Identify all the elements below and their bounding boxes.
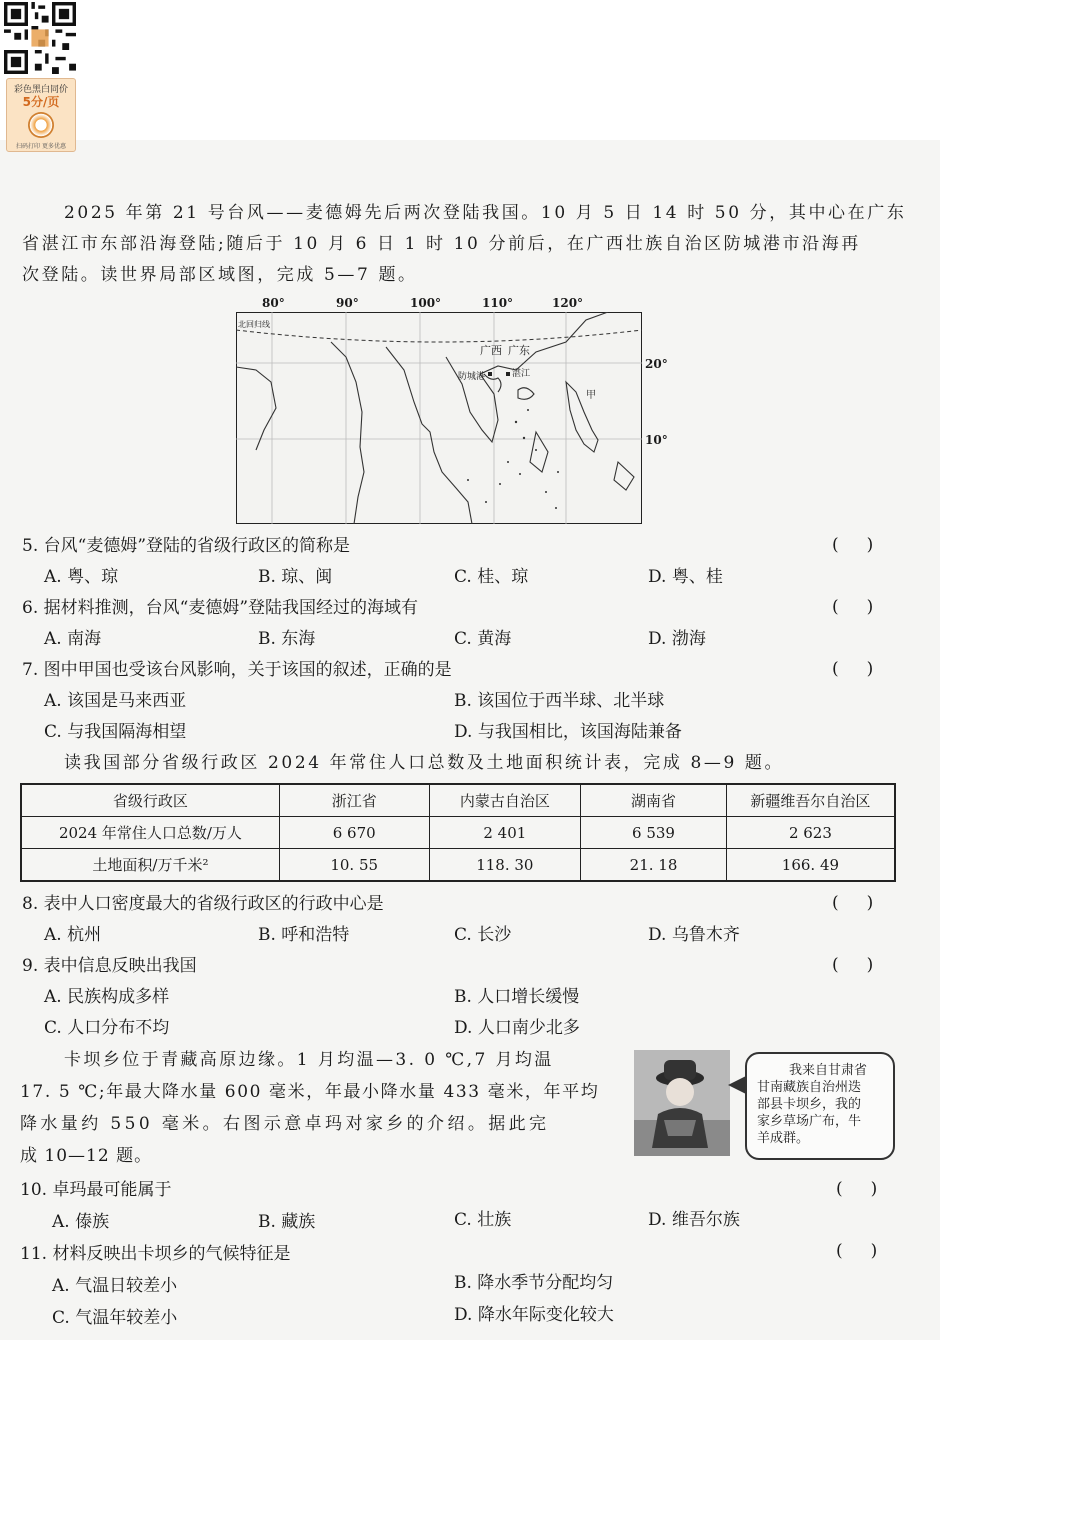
printer-logo-icon [28, 112, 54, 138]
q9-stem: 9. 表中信息反映出我国 [22, 956, 197, 976]
q11-stem: 11. 材料反映出卡坝乡的气候特征是 [20, 1244, 291, 1264]
bubble-line: 甘南藏族自治州迭 [757, 1080, 862, 1095]
q11-option-b[interactable]: B. 降水季节分配均匀 [454, 1273, 614, 1293]
promo-line1: 彩色黑白同价 [13, 85, 68, 95]
table-row [21, 849, 895, 882]
q10-option-b[interactable]: B. 藏族 [258, 1212, 316, 1232]
bubble-line: 我来自甘肃省 [789, 1063, 868, 1078]
regional-map [236, 312, 642, 524]
q6-stem: 6. 据材料推测，台风“麦德姆”登陆我国经过的海域有 [22, 598, 419, 618]
q11-option-d[interactable]: D. 降水年际变化较大 [454, 1305, 614, 1325]
q9-answer-blank[interactable]: () [832, 955, 902, 975]
q5-option-c[interactable]: C. 桂、琼 [454, 567, 529, 587]
q7-option-a[interactable]: A. 该国是马来西亚 [44, 691, 187, 711]
q6-option-a[interactable]: A. 南海 [44, 629, 102, 649]
q5-option-a[interactable]: A. 粤、琼 [44, 567, 119, 587]
q11-option-c[interactable]: C. 气温年较差小 [52, 1308, 178, 1328]
q10-answer-blank[interactable]: () [836, 1179, 906, 1199]
table-cell: 2024 年常住人口总数/万人 [21, 817, 279, 849]
table-intro: 读我国部分省级行政区 2024 年常住人口总数及土地面积统计表，完成 8—9 题。 [64, 753, 785, 773]
lon-label-120: 120° [552, 296, 584, 310]
table-cell: 21. 18 [581, 849, 727, 882]
bubble-line: 家乡草场广布，牛 [757, 1114, 862, 1129]
q9-option-a[interactable]: A. 民族构成多样 [44, 987, 170, 1007]
q8-option-c[interactable]: C. 长沙 [454, 925, 512, 945]
q6-answer-blank[interactable]: () [832, 597, 902, 617]
country-jia-label: 甲 [586, 390, 596, 401]
table-row [21, 817, 895, 849]
table-header-row [21, 784, 895, 817]
guangxi-label: 广西 [480, 344, 502, 357]
promo-card[interactable] [6, 78, 76, 152]
passage-line-1: 卡坝乡位于青藏高原边缘。1 月均温—3. 0 ℃,7 月均温 [64, 1050, 554, 1070]
q6-option-d[interactable]: D. 渤海 [648, 629, 706, 649]
q7-option-d[interactable]: D. 与我国相比，该国海陆兼备 [454, 722, 682, 742]
q8-option-b[interactable]: B. 呼和浩特 [258, 925, 350, 945]
q7-option-c[interactable]: C. 与我国隔海相望 [44, 722, 187, 742]
bubble-line: 羊成群。 [757, 1131, 810, 1146]
q6-option-c[interactable]: C. 黄海 [454, 629, 512, 649]
promo-price: 5分/页 [22, 95, 60, 109]
q9-option-b[interactable]: B. 人口增长缓慢 [454, 987, 580, 1007]
q9-option-d[interactable]: D. 人口南少北多 [454, 1018, 580, 1038]
table-header-cell: 内蒙古自治区 [429, 784, 581, 817]
lon-label-110: 110° [482, 296, 514, 310]
table-header-cell: 新疆维吾尔自治区 [726, 784, 895, 817]
table-cell: 6 539 [581, 817, 727, 849]
q5-option-d[interactable]: D. 粤、桂 [648, 567, 723, 587]
q8-option-a[interactable]: A. 杭州 [44, 925, 102, 945]
intro-line-1: 2025 年第 21 号台风——麦德姆先后两次登陆我国。10 月 5 日 14 时 50 分，其中心在广东 [64, 203, 907, 223]
lon-label-100: 100° [410, 296, 442, 310]
q10-option-c[interactable]: C. 壮族 [454, 1210, 512, 1230]
q11-option-a[interactable]: A. 气温日较差小 [52, 1276, 178, 1296]
table-cell: 2 401 [429, 817, 581, 849]
q10-stem: 10. 卓玛最可能属于 [20, 1180, 172, 1200]
table-header-cell: 湖南省 [581, 784, 727, 817]
promo-line3: 扫码打印 更多优惠 [16, 143, 66, 150]
q5-stem: 5. 台风“麦德姆”登陆的省级行政区的简称是 [22, 536, 351, 556]
table-cell: 土地面积/万千米² [21, 849, 279, 882]
q5-answer-blank[interactable]: () [832, 535, 902, 555]
girl-portrait-icon [634, 1050, 730, 1156]
q5-option-b[interactable]: B. 琼、闽 [258, 567, 333, 587]
zhuoma-photo [634, 1050, 730, 1156]
speech-bubble [745, 1052, 895, 1160]
q8-option-d[interactable]: D. 乌鲁木齐 [648, 925, 740, 945]
intro-line-2: 省湛江市东部沿海登陆;随后于 10 月 6 日 1 时 10 分前后，在广西壮族自治区防城港市沿海再 [22, 234, 861, 254]
q10-option-a[interactable]: A. 傣族 [52, 1212, 110, 1232]
fangchenggang-label: 防城港 [458, 372, 486, 382]
q7-stem: 7. 图中甲国也受该台风影响，关于该国的叙述，正确的是 [22, 660, 452, 680]
lon-label-90: 90° [336, 296, 359, 310]
table-cell: 10. 55 [279, 849, 429, 882]
q9-option-c[interactable]: C. 人口分布不均 [44, 1018, 170, 1038]
zhanjiang-label: 湛江 [512, 369, 531, 379]
passage-line-4: 成 10—12 题。 [20, 1146, 153, 1166]
passage-line-2: 17. 5 ℃;年最大降水量 600 毫米，年最小降水量 433 毫米，年平均 [20, 1082, 600, 1102]
q10-option-d[interactable]: D. 维吾尔族 [648, 1210, 740, 1230]
table-cell: 2 623 [726, 817, 895, 849]
q6-option-b[interactable]: B. 东海 [258, 629, 316, 649]
table-header-cell: 省级行政区 [21, 784, 279, 817]
qr-code-icon[interactable] [4, 2, 76, 74]
passage-line-3: 降水量约 550 毫米。右图示意卓玛对家乡的介绍。据此完 [20, 1114, 550, 1134]
guangdong-label: 广东 [508, 344, 530, 357]
table-cell: 166. 49 [726, 849, 895, 882]
speech-bubble-tail [728, 1076, 746, 1094]
lat-label-20: 20° [645, 357, 668, 371]
print-promo-badge[interactable] [4, 2, 76, 150]
lon-label-80: 80° [262, 296, 285, 310]
q8-answer-blank[interactable]: () [832, 893, 902, 913]
q7-option-b[interactable]: B. 该国位于西半球、北半球 [454, 691, 665, 711]
table-cell: 118. 30 [429, 849, 581, 882]
q11-answer-blank[interactable]: () [836, 1241, 906, 1261]
table-header-cell: 浙江省 [279, 784, 429, 817]
population-area-table [20, 783, 896, 882]
intro-line-3: 次登陆。读世界局部区域图，完成 5—7 题。 [22, 265, 418, 285]
q7-answer-blank[interactable]: () [832, 659, 902, 679]
table-cell: 6 670 [279, 817, 429, 849]
tropic-label: 北回归线 [238, 320, 270, 329]
bubble-line: 部县卡坝乡，我的 [757, 1097, 862, 1112]
lat-label-10: 10° [645, 433, 668, 447]
q8-stem: 8. 表中人口密度最大的省级行政区的行政中心是 [22, 894, 384, 914]
